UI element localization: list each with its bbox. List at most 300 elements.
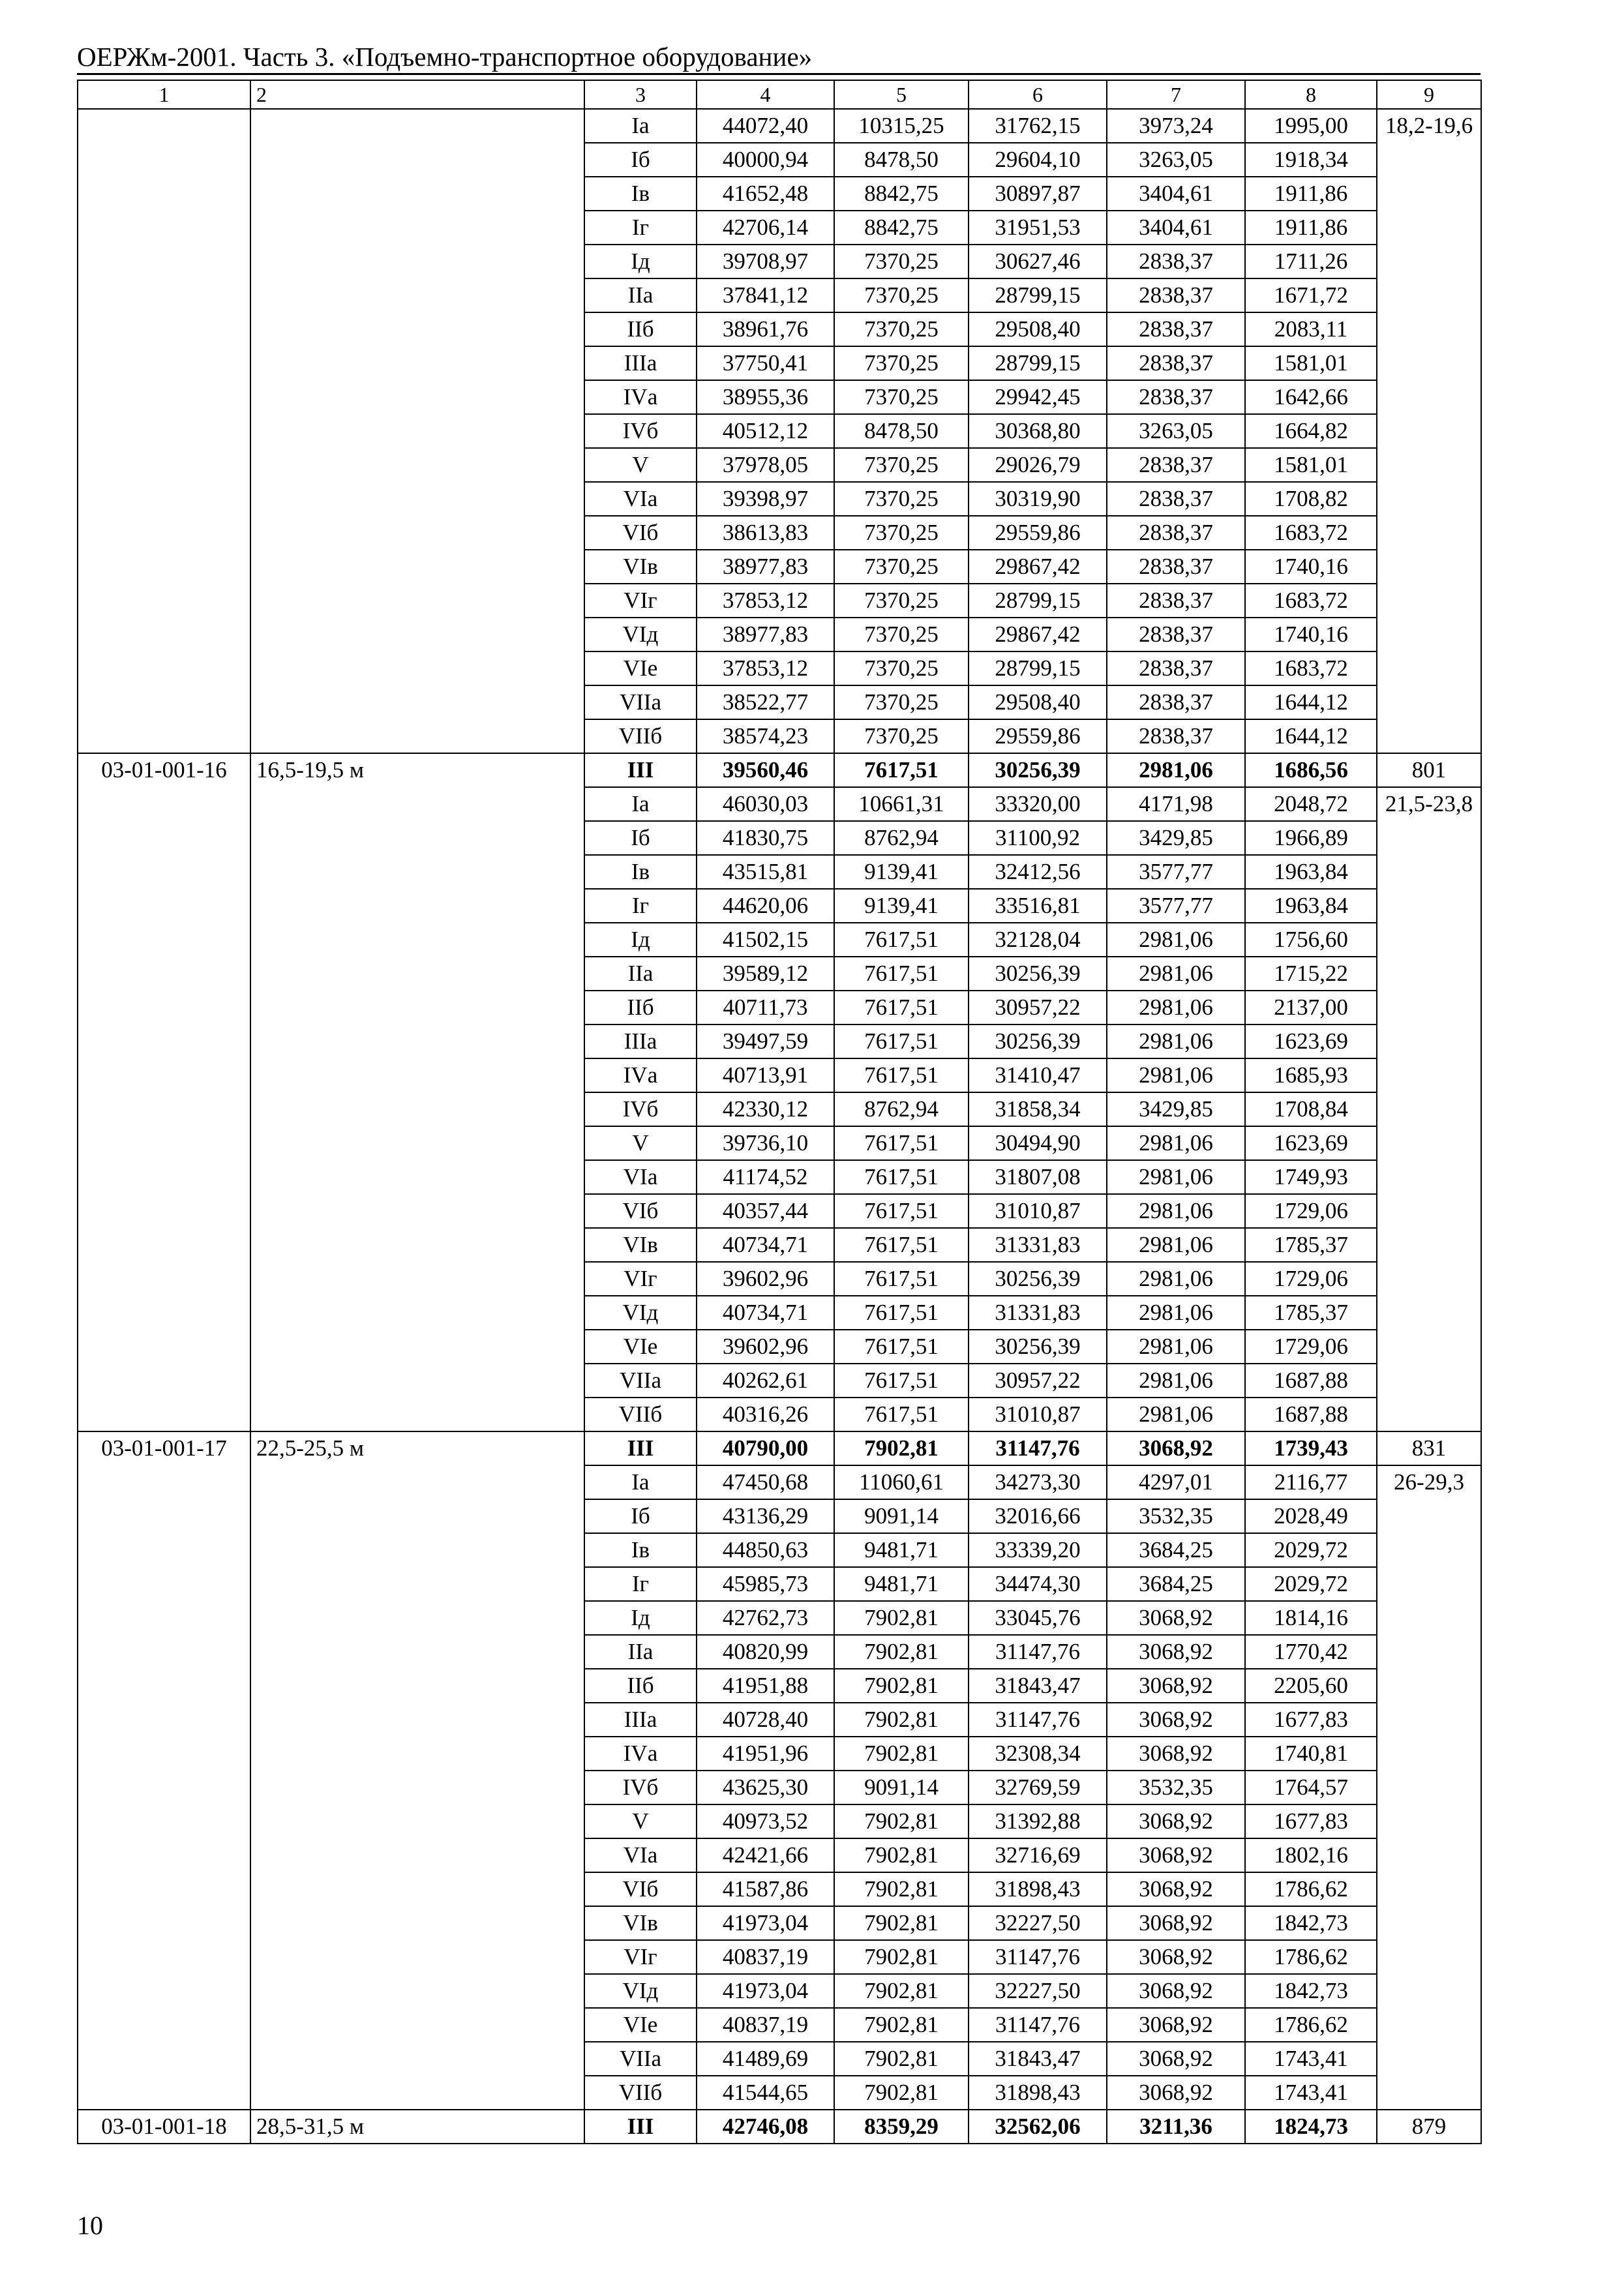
value-cell: 38961,76 — [697, 312, 834, 346]
value-cell: 31410,47 — [969, 1058, 1107, 1092]
value-cell: VIв — [584, 1228, 697, 1262]
value-cell: 7902,81 — [834, 1974, 969, 2008]
value-cell: VIIб — [584, 719, 697, 753]
value-cell: 33045,76 — [969, 1601, 1107, 1635]
value-cell: 2838,37 — [1107, 346, 1245, 380]
value-cell: 2029,72 — [1245, 1567, 1377, 1601]
value-cell: 41587,86 — [697, 1872, 834, 1906]
value-cell: 40357,44 — [697, 1194, 834, 1228]
main-value-cell: 8359,29 — [834, 2110, 969, 2144]
value-cell: 39497,59 — [697, 1025, 834, 1058]
value-cell: 38955,36 — [697, 380, 834, 414]
value-cell: 39708,97 — [697, 245, 834, 278]
value-cell: Iа — [584, 109, 697, 143]
value-cell: 40837,19 — [697, 1940, 834, 1974]
value-cell: 3532,35 — [1107, 1771, 1245, 1804]
value-cell: 43625,30 — [697, 1771, 834, 1804]
value-cell: 7370,25 — [834, 584, 969, 618]
value-cell: 9091,14 — [834, 1771, 969, 1804]
range-cell: 18,2-19,6 — [1377, 109, 1481, 753]
value-cell: 30627,46 — [969, 245, 1107, 278]
value-cell: 4171,98 — [1107, 787, 1245, 821]
value-cell: 33516,81 — [969, 889, 1107, 923]
value-cell: 33339,20 — [969, 1533, 1107, 1567]
value-cell: IIIа — [584, 1025, 697, 1058]
value-cell: 30256,39 — [969, 1262, 1107, 1296]
value-cell: 1708,84 — [1245, 1092, 1377, 1126]
main-value-cell: 39560,46 — [697, 753, 834, 787]
value-cell: VIг — [584, 584, 697, 618]
value-cell: 2028,49 — [1245, 1499, 1377, 1533]
value-cell: 40512,12 — [697, 414, 834, 448]
rates-table — [77, 80, 1482, 2144]
value-cell: 31147,76 — [969, 1940, 1107, 1974]
value-cell: 29508,40 — [969, 312, 1107, 346]
column-number-cell: 3 — [584, 80, 697, 109]
value-cell: 7617,51 — [834, 1228, 969, 1262]
value-cell: 3684,25 — [1107, 1567, 1245, 1601]
value-cell: 1623,69 — [1245, 1126, 1377, 1160]
value-cell: 3068,92 — [1107, 1635, 1245, 1669]
value-cell: 29604,10 — [969, 143, 1107, 177]
value-cell: 41652,48 — [697, 177, 834, 211]
value-cell: 30957,22 — [969, 991, 1107, 1025]
value-cell: 3577,77 — [1107, 855, 1245, 889]
main-value-cell: 2981,06 — [1107, 753, 1245, 787]
value-cell: 37978,05 — [697, 448, 834, 482]
value-cell: 46030,03 — [697, 787, 834, 821]
value-cell: V — [584, 448, 697, 482]
value-cell: 37841,12 — [697, 278, 834, 312]
value-cell: 3068,92 — [1107, 2076, 1245, 2110]
value-cell: VIIа — [584, 2042, 697, 2076]
value-cell: IIIа — [584, 346, 697, 380]
main-value-cell: 40790,00 — [697, 1431, 834, 1465]
value-cell: 1786,62 — [1245, 1940, 1377, 1974]
value-cell: 31807,08 — [969, 1160, 1107, 1194]
value-cell: 29559,86 — [969, 516, 1107, 550]
value-cell: VIд — [584, 1974, 697, 2008]
value-cell: 41973,04 — [697, 1906, 834, 1940]
column-number-cell: 2 — [250, 80, 584, 109]
value-cell: 32308,34 — [969, 1737, 1107, 1771]
value-cell: 1683,72 — [1245, 651, 1377, 685]
value-cell: 1683,72 — [1245, 584, 1377, 618]
value-cell: 8842,75 — [834, 211, 969, 245]
value-cell: 1729,06 — [1245, 1194, 1377, 1228]
value-cell: 1664,82 — [1245, 414, 1377, 448]
value-cell: 7370,25 — [834, 245, 969, 278]
value-cell: 30368,80 — [969, 414, 1107, 448]
value-cell: 42706,14 — [697, 211, 834, 245]
value-cell: 1687,88 — [1245, 1364, 1377, 1398]
value-cell: 32412,56 — [969, 855, 1107, 889]
value-cell: 8478,50 — [834, 414, 969, 448]
value-cell: 2981,06 — [1107, 1025, 1245, 1058]
item-description-cell: 28,5-31,5 м — [250, 2110, 584, 2144]
value-cell: 40820,99 — [697, 1635, 834, 1669]
value-cell: IVб — [584, 414, 697, 448]
value-cell: 10661,31 — [834, 787, 969, 821]
main-value-cell: 879 — [1377, 2110, 1481, 2144]
table-row — [78, 109, 1481, 143]
value-cell: 41951,88 — [697, 1669, 834, 1703]
value-cell: 38977,83 — [697, 550, 834, 584]
value-cell: 2838,37 — [1107, 584, 1245, 618]
value-cell: 29942,45 — [969, 380, 1107, 414]
value-cell: 42421,66 — [697, 1838, 834, 1872]
value-cell: 39602,96 — [697, 1330, 834, 1364]
table-row-main — [78, 1431, 1481, 1465]
value-cell: 40316,26 — [697, 1398, 834, 1431]
value-cell: 7370,25 — [834, 685, 969, 719]
value-cell: 7902,81 — [834, 1635, 969, 1669]
main-value-cell: 3211,36 — [1107, 2110, 1245, 2144]
value-cell: 31898,43 — [969, 1872, 1107, 1906]
value-cell: 29867,42 — [969, 618, 1107, 651]
value-cell: 1642,66 — [1245, 380, 1377, 414]
value-cell: 1729,06 — [1245, 1330, 1377, 1364]
item-code-cell: 03-01-001-16 — [78, 753, 250, 1431]
main-value-cell: 831 — [1377, 1431, 1481, 1465]
value-cell: 7370,25 — [834, 651, 969, 685]
value-cell: 1677,83 — [1245, 1804, 1377, 1838]
range-cell: 26-29,3 — [1377, 1465, 1481, 2110]
main-value-cell: III — [584, 753, 697, 787]
value-cell: 7902,81 — [834, 2076, 969, 2110]
value-cell: Iа — [584, 1465, 697, 1499]
value-cell: 33320,00 — [969, 787, 1107, 821]
value-cell: 2838,37 — [1107, 482, 1245, 516]
value-cell: Iв — [584, 177, 697, 211]
value-cell: 1842,73 — [1245, 1906, 1377, 1940]
column-number-cell: 4 — [697, 80, 834, 109]
value-cell: 1708,82 — [1245, 482, 1377, 516]
value-cell: 7902,81 — [834, 1906, 969, 1940]
value-cell: 3068,92 — [1107, 1737, 1245, 1771]
item-code-cell: 03-01-001-18 — [78, 2110, 250, 2144]
value-cell: 1802,16 — [1245, 1838, 1377, 1872]
value-cell: 1786,62 — [1245, 2008, 1377, 2042]
value-cell: 28799,15 — [969, 651, 1107, 685]
value-cell: 2981,06 — [1107, 923, 1245, 957]
value-cell: 2981,06 — [1107, 1126, 1245, 1160]
value-cell: 7370,25 — [834, 278, 969, 312]
value-cell: 3404,61 — [1107, 211, 1245, 245]
value-cell: 30897,87 — [969, 177, 1107, 211]
value-cell: 7902,81 — [834, 1838, 969, 1872]
value-cell: 28799,15 — [969, 278, 1107, 312]
value-cell: 40734,71 — [697, 1296, 834, 1330]
column-number-cell: 9 — [1377, 80, 1481, 109]
value-cell: 9481,71 — [834, 1567, 969, 1601]
main-value-cell: 7617,51 — [834, 753, 969, 787]
value-cell: 1644,12 — [1245, 685, 1377, 719]
value-cell: 1581,01 — [1245, 448, 1377, 482]
value-cell: VIб — [584, 1194, 697, 1228]
value-cell: Iб — [584, 821, 697, 855]
value-cell: 32769,59 — [969, 1771, 1107, 1804]
column-number-row — [78, 80, 1481, 109]
value-cell: 3684,25 — [1107, 1533, 1245, 1567]
value-cell: 31843,47 — [969, 2042, 1107, 2076]
value-cell: IIб — [584, 991, 697, 1025]
value-cell: 7370,25 — [834, 448, 969, 482]
value-cell: 3973,24 — [1107, 109, 1245, 143]
value-cell: 2048,72 — [1245, 787, 1377, 821]
value-cell: 7902,81 — [834, 2008, 969, 2042]
value-cell: Iв — [584, 1533, 697, 1567]
value-cell: VIв — [584, 550, 697, 584]
value-cell: IVб — [584, 1771, 697, 1804]
value-cell: 39602,96 — [697, 1262, 834, 1296]
column-number-cell: 8 — [1245, 80, 1377, 109]
value-cell: Iд — [584, 923, 697, 957]
value-cell: 42330,12 — [697, 1092, 834, 1126]
value-cell: 29867,42 — [969, 550, 1107, 584]
main-value-cell: III — [584, 2110, 697, 2144]
value-cell: 2981,06 — [1107, 957, 1245, 991]
main-value-cell: 1824,73 — [1245, 2110, 1377, 2144]
value-cell: IIб — [584, 1669, 697, 1703]
value-cell: 32716,69 — [969, 1838, 1107, 1872]
value-cell: 7370,25 — [834, 312, 969, 346]
value-cell: 30256,39 — [969, 1330, 1107, 1364]
value-cell: 37750,41 — [697, 346, 834, 380]
value-cell: VIIб — [584, 1398, 697, 1431]
value-cell: 40734,71 — [697, 1228, 834, 1262]
value-cell: 28799,15 — [969, 584, 1107, 618]
value-cell: 4297,01 — [1107, 1465, 1245, 1499]
value-cell: 2981,06 — [1107, 1194, 1245, 1228]
value-cell: Iа — [584, 787, 697, 821]
value-cell: 31762,15 — [969, 109, 1107, 143]
value-cell: 1740,81 — [1245, 1737, 1377, 1771]
column-number-cell: 7 — [1107, 80, 1245, 109]
value-cell: 2838,37 — [1107, 516, 1245, 550]
main-value-cell: 3068,92 — [1107, 1431, 1245, 1465]
value-cell: 2838,37 — [1107, 719, 1245, 753]
value-cell: 31951,53 — [969, 211, 1107, 245]
value-cell: 1685,93 — [1245, 1058, 1377, 1092]
main-value-cell: 1739,43 — [1245, 1431, 1377, 1465]
table-row-main — [78, 2110, 1481, 2144]
value-cell: 7902,81 — [834, 1940, 969, 1974]
value-cell: 1743,41 — [1245, 2042, 1377, 2076]
value-cell: 3263,05 — [1107, 143, 1245, 177]
value-cell: 1756,60 — [1245, 923, 1377, 957]
main-value-cell: III — [584, 1431, 697, 1465]
value-cell: 1683,72 — [1245, 516, 1377, 550]
value-cell: VIIа — [584, 1364, 697, 1398]
value-cell: 3429,85 — [1107, 1092, 1245, 1126]
value-cell: 3577,77 — [1107, 889, 1245, 923]
value-cell: 2137,00 — [1245, 991, 1377, 1025]
value-cell: 2838,37 — [1107, 278, 1245, 312]
value-cell: 29508,40 — [969, 685, 1107, 719]
value-cell: 3068,92 — [1107, 1974, 1245, 2008]
page-number: 10 — [77, 2211, 103, 2240]
value-cell: 2838,37 — [1107, 685, 1245, 719]
value-cell: 40711,73 — [697, 991, 834, 1025]
value-cell: 31898,43 — [969, 2076, 1107, 2110]
value-cell: 41502,15 — [697, 923, 834, 957]
value-cell: 40262,61 — [697, 1364, 834, 1398]
main-value-cell: 42746,08 — [697, 2110, 834, 2144]
value-cell: 3429,85 — [1107, 821, 1245, 855]
value-cell: 2838,37 — [1107, 245, 1245, 278]
value-cell: 31843,47 — [969, 1669, 1107, 1703]
value-cell: 1918,34 — [1245, 143, 1377, 177]
value-cell: 8762,94 — [834, 821, 969, 855]
value-cell: 45985,73 — [697, 1567, 834, 1601]
value-cell: 30256,39 — [969, 1025, 1107, 1058]
value-cell: 7617,51 — [834, 1330, 969, 1364]
value-cell: 7617,51 — [834, 1058, 969, 1092]
value-cell: 2981,06 — [1107, 991, 1245, 1025]
value-cell: 31100,92 — [969, 821, 1107, 855]
value-cell: 7370,25 — [834, 618, 969, 651]
value-cell: 1743,41 — [1245, 2076, 1377, 2110]
value-cell: 3068,92 — [1107, 1906, 1245, 1940]
value-cell: 44072,40 — [697, 109, 834, 143]
value-cell: 41951,96 — [697, 1737, 834, 1771]
value-cell: 7617,51 — [834, 923, 969, 957]
value-cell: VIб — [584, 516, 697, 550]
value-cell: 3263,05 — [1107, 414, 1245, 448]
value-cell: 7902,81 — [834, 1601, 969, 1635]
value-cell: VIе — [584, 1330, 697, 1364]
item-description-cell — [250, 109, 584, 753]
value-cell: 2981,06 — [1107, 1058, 1245, 1092]
value-cell: Iг — [584, 889, 697, 923]
value-cell: 1770,42 — [1245, 1635, 1377, 1669]
value-cell: 1711,26 — [1245, 245, 1377, 278]
value-cell: 41544,65 — [697, 2076, 834, 2110]
value-cell: V — [584, 1126, 697, 1160]
value-cell: 31010,87 — [969, 1398, 1107, 1431]
value-cell: 1785,37 — [1245, 1296, 1377, 1330]
value-cell: 3532,35 — [1107, 1499, 1245, 1533]
value-cell: 31147,76 — [969, 2008, 1107, 2042]
main-value-cell: 801 — [1377, 753, 1481, 787]
value-cell: Iв — [584, 855, 697, 889]
value-cell: 2116,77 — [1245, 1465, 1377, 1499]
value-cell: 30319,90 — [969, 482, 1107, 516]
value-cell: 7370,25 — [834, 482, 969, 516]
main-value-cell: 30256,39 — [969, 753, 1107, 787]
value-cell: 31858,34 — [969, 1092, 1107, 1126]
value-cell: 37853,12 — [697, 584, 834, 618]
value-cell: 1764,57 — [1245, 1771, 1377, 1804]
value-cell: 32128,04 — [969, 923, 1107, 957]
value-cell: 7617,51 — [834, 1194, 969, 1228]
value-cell: 31392,88 — [969, 1804, 1107, 1838]
value-cell: 3068,92 — [1107, 1601, 1245, 1635]
value-cell: 38574,23 — [697, 719, 834, 753]
value-cell: 43136,29 — [697, 1499, 834, 1533]
value-cell: VIIб — [584, 2076, 697, 2110]
value-cell: 1911,86 — [1245, 177, 1377, 211]
value-cell: 31147,76 — [969, 1635, 1107, 1669]
value-cell: Iб — [584, 143, 697, 177]
value-cell: 1749,93 — [1245, 1160, 1377, 1194]
value-cell: Iд — [584, 245, 697, 278]
value-cell: 1677,83 — [1245, 1703, 1377, 1737]
value-cell: 7902,81 — [834, 1737, 969, 1771]
value-cell: 7902,81 — [834, 1804, 969, 1838]
value-cell: 37853,12 — [697, 651, 834, 685]
value-cell: 8478,50 — [834, 143, 969, 177]
value-cell: VIа — [584, 1160, 697, 1194]
value-cell: 9139,41 — [834, 855, 969, 889]
value-cell: 1995,00 — [1245, 109, 1377, 143]
value-cell: 31010,87 — [969, 1194, 1107, 1228]
value-cell: 2838,37 — [1107, 550, 1245, 584]
item-code-cell — [78, 109, 250, 753]
value-cell: 7617,51 — [834, 1364, 969, 1398]
value-cell: 1671,72 — [1245, 278, 1377, 312]
value-cell: IVа — [584, 380, 697, 414]
value-cell: 34273,30 — [969, 1465, 1107, 1499]
value-cell: 32227,50 — [969, 1974, 1107, 2008]
value-cell: V — [584, 1804, 697, 1838]
value-cell: 8762,94 — [834, 1092, 969, 1126]
value-cell: 1715,22 — [1245, 957, 1377, 991]
value-cell: 3068,92 — [1107, 2008, 1245, 2042]
page-header-title: ОЕРЖм-2001. Часть 3. «Подъемно-транспортное оборудование» — [77, 42, 813, 72]
value-cell: Iг — [584, 211, 697, 245]
value-cell: 39589,12 — [697, 957, 834, 991]
value-cell: 2838,37 — [1107, 651, 1245, 685]
value-cell: VIг — [584, 1940, 697, 1974]
value-cell: IVб — [584, 1092, 697, 1126]
main-value-cell: 32562,06 — [969, 2110, 1107, 2144]
value-cell: 1786,62 — [1245, 1872, 1377, 1906]
value-cell: 41973,04 — [697, 1974, 834, 2008]
header-divider — [77, 73, 1481, 75]
value-cell: 7370,25 — [834, 719, 969, 753]
value-cell: 2981,06 — [1107, 1398, 1245, 1431]
main-value-cell: 7902,81 — [834, 1431, 969, 1465]
value-cell: VIа — [584, 482, 697, 516]
value-cell: IVа — [584, 1058, 697, 1092]
value-cell: VIб — [584, 1872, 697, 1906]
column-number-cell: 6 — [969, 80, 1107, 109]
value-cell: 9481,71 — [834, 1533, 969, 1567]
value-cell: 41174,52 — [697, 1160, 834, 1194]
value-cell: 7902,81 — [834, 2042, 969, 2076]
value-cell: 47450,68 — [697, 1465, 834, 1499]
value-cell: VIв — [584, 1906, 697, 1940]
value-cell: 1963,84 — [1245, 889, 1377, 923]
value-cell: 30256,39 — [969, 957, 1107, 991]
value-cell: 3068,92 — [1107, 1940, 1245, 1974]
value-cell: VIа — [584, 1838, 697, 1872]
value-cell: 39398,97 — [697, 482, 834, 516]
value-cell: 7370,25 — [834, 550, 969, 584]
value-cell: 31331,83 — [969, 1228, 1107, 1262]
range-cell: 21,5-23,8 — [1377, 787, 1481, 1431]
value-cell: 31331,83 — [969, 1296, 1107, 1330]
value-cell: 1966,89 — [1245, 821, 1377, 855]
value-cell: 1687,88 — [1245, 1398, 1377, 1431]
value-cell: 2838,37 — [1107, 380, 1245, 414]
value-cell: 2838,37 — [1107, 618, 1245, 651]
value-cell: 40837,19 — [697, 2008, 834, 2042]
value-cell: 39736,10 — [697, 1126, 834, 1160]
main-value-cell: 31147,76 — [969, 1431, 1107, 1465]
